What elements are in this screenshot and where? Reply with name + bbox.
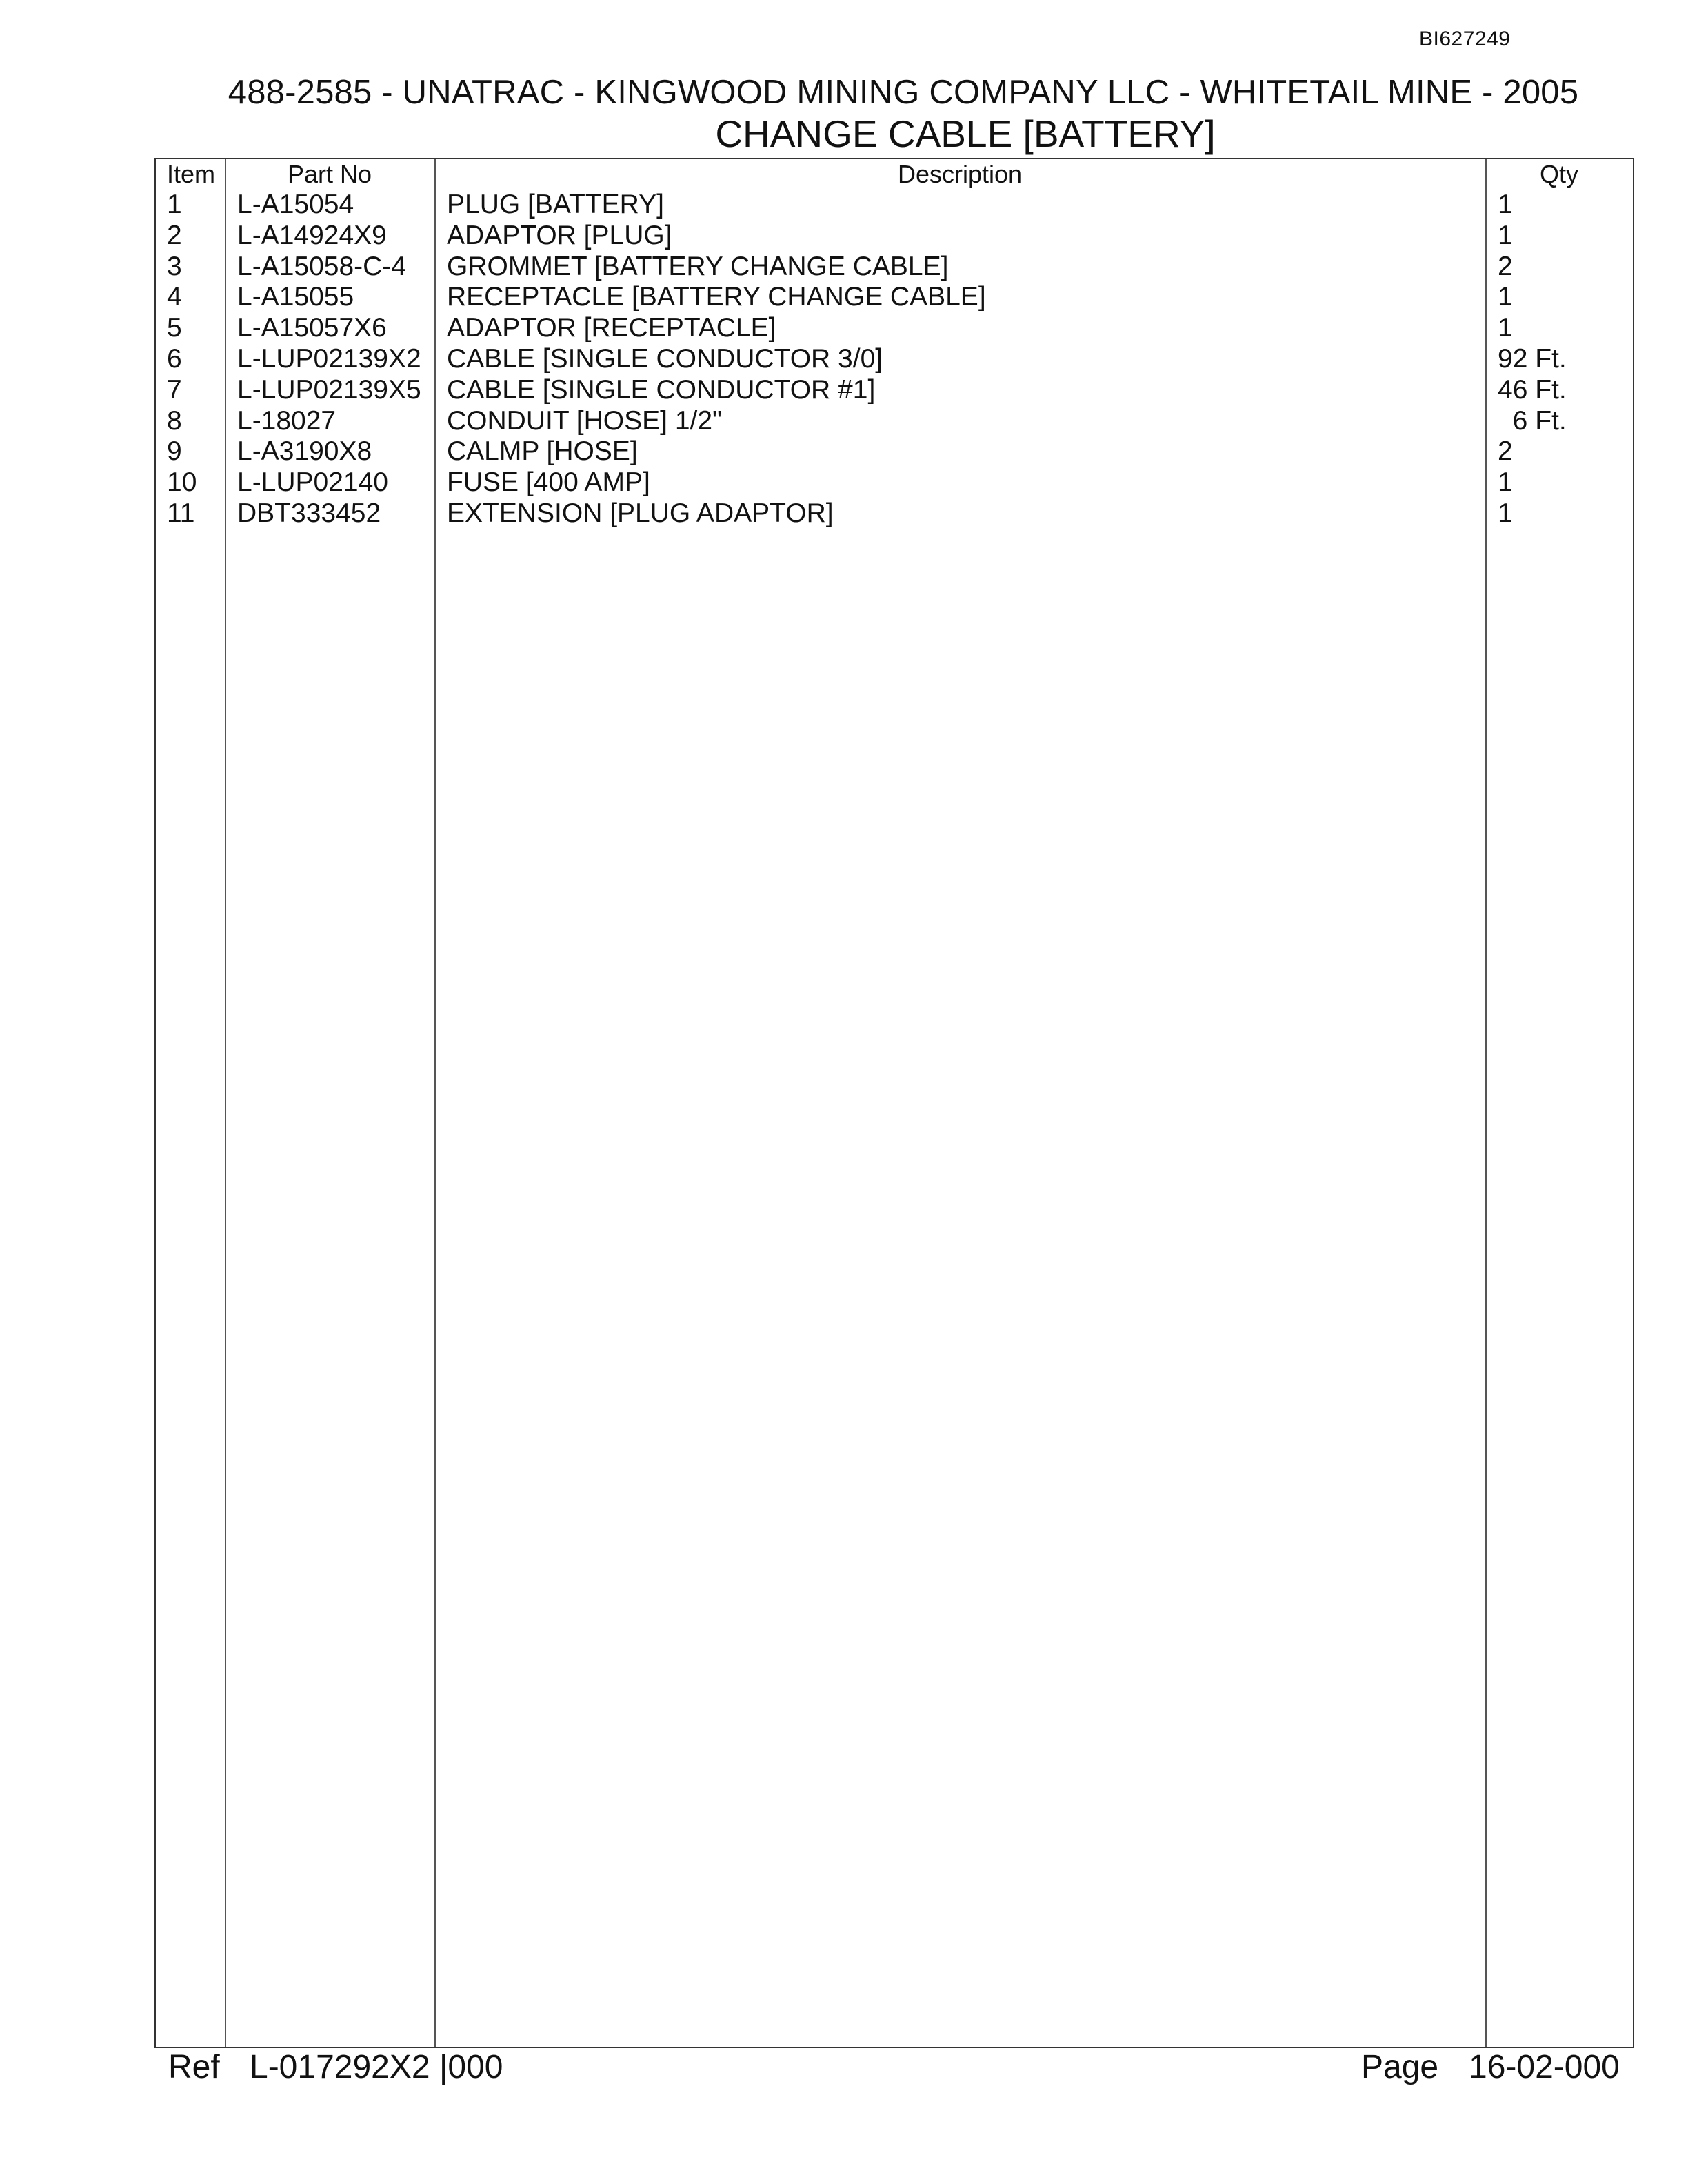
document-subtitle: CHANGE CABLE [BATTERY] [715,112,1216,155]
cell-qty: 1 [1498,467,1513,498]
cell-description: RECEPTACLE [BATTERY CHANGE CABLE] [447,282,986,312]
page-value: 16-02-000 [1469,2049,1620,2085]
parts-table [154,158,1634,2048]
cell-item: 10 [167,467,197,498]
cell-qty: 1 [1498,220,1513,250]
cell-qty: 1 [1498,498,1513,528]
cell-part-no: L-18027 [237,405,336,436]
cell-part-no: L-A15054 [237,190,354,219]
cell-part-no: L-A15055 [237,282,354,312]
table-row [156,467,1633,498]
cell-description: CABLE [SINGLE CONDUCTOR 3/0] [447,343,883,374]
table-row [156,344,1633,375]
cell-description: CALMP [HOSE] [447,436,638,467]
cell-description: CONDUIT [HOSE] 1/2" [447,405,722,436]
ref-label: Ref [168,2049,220,2085]
cell-description: FUSE [400 AMP] [447,467,650,498]
cell-part-no: L-A15058-C-4 [237,251,406,281]
cell-qty: 1 [1498,190,1513,219]
table-row [156,282,1633,313]
cell-item: 3 [167,251,182,281]
header-qty: Qty [1539,160,1578,188]
cell-part-no: L-A3190X8 [237,436,372,467]
cell-description: GROMMET [BATTERY CHANGE CABLE] [447,251,949,281]
cell-part-no: L-LUP02139X2 [237,343,421,374]
cell-item: 6 [167,343,182,374]
cell-item: 8 [167,405,182,436]
table-row [156,375,1633,406]
table-row [156,498,1633,529]
cell-item: 11 [167,498,195,528]
cell-part-no: DBT333452 [237,498,381,528]
header-description: Description [897,160,1023,188]
cell-part-no: L-LUP02139X5 [237,374,421,405]
cell-item: 5 [167,313,182,343]
cell-part-no: L-LUP02140 [237,467,388,498]
cell-qty: 2 [1498,436,1513,467]
table-row [156,406,1633,437]
cell-item: 1 [167,190,182,219]
cell-description: PLUG [BATTERY] [447,190,664,219]
cell-part-no: L-A15057X6 [237,313,387,343]
cell-item: 7 [167,374,182,405]
cell-description: EXTENSION [PLUG ADAPTOR] [447,498,834,528]
cell-item: 4 [167,282,182,312]
table-body [156,190,1633,529]
page-label: Page [1361,2049,1439,2085]
ref-value: L-017292X2 |000 [250,2049,503,2085]
table-row [156,252,1633,283]
cell-item: 9 [167,436,182,467]
cell-qty: 6 Ft. [1498,405,1567,436]
header-item: Item [167,160,216,188]
table-row [156,221,1633,252]
cell-item: 2 [167,220,182,250]
table-row [156,190,1633,221]
cell-description: ADAPTOR [PLUG] [447,220,672,250]
cell-description: CABLE [SINGLE CONDUCTOR #1] [447,374,876,405]
cell-qty: 1 [1498,282,1513,312]
table-row [156,436,1633,467]
cell-qty: 46 Ft. [1498,374,1567,405]
cell-qty: 1 [1498,313,1513,343]
header-part-no: Part No [287,160,372,188]
cell-description: ADAPTOR [RECEPTACLE] [447,313,776,343]
doc-id: BI627249 [1419,28,1511,50]
table-row [156,313,1633,344]
document-title: 488-2585 - UNATRAC - KINGWOOD MINING COMPANY LLC - WHITETAIL MINE - 2005 [228,74,1579,111]
cell-part-no: L-A14924X9 [237,220,387,250]
cell-qty: 2 [1498,251,1513,281]
cell-qty: 92 Ft. [1498,343,1567,374]
